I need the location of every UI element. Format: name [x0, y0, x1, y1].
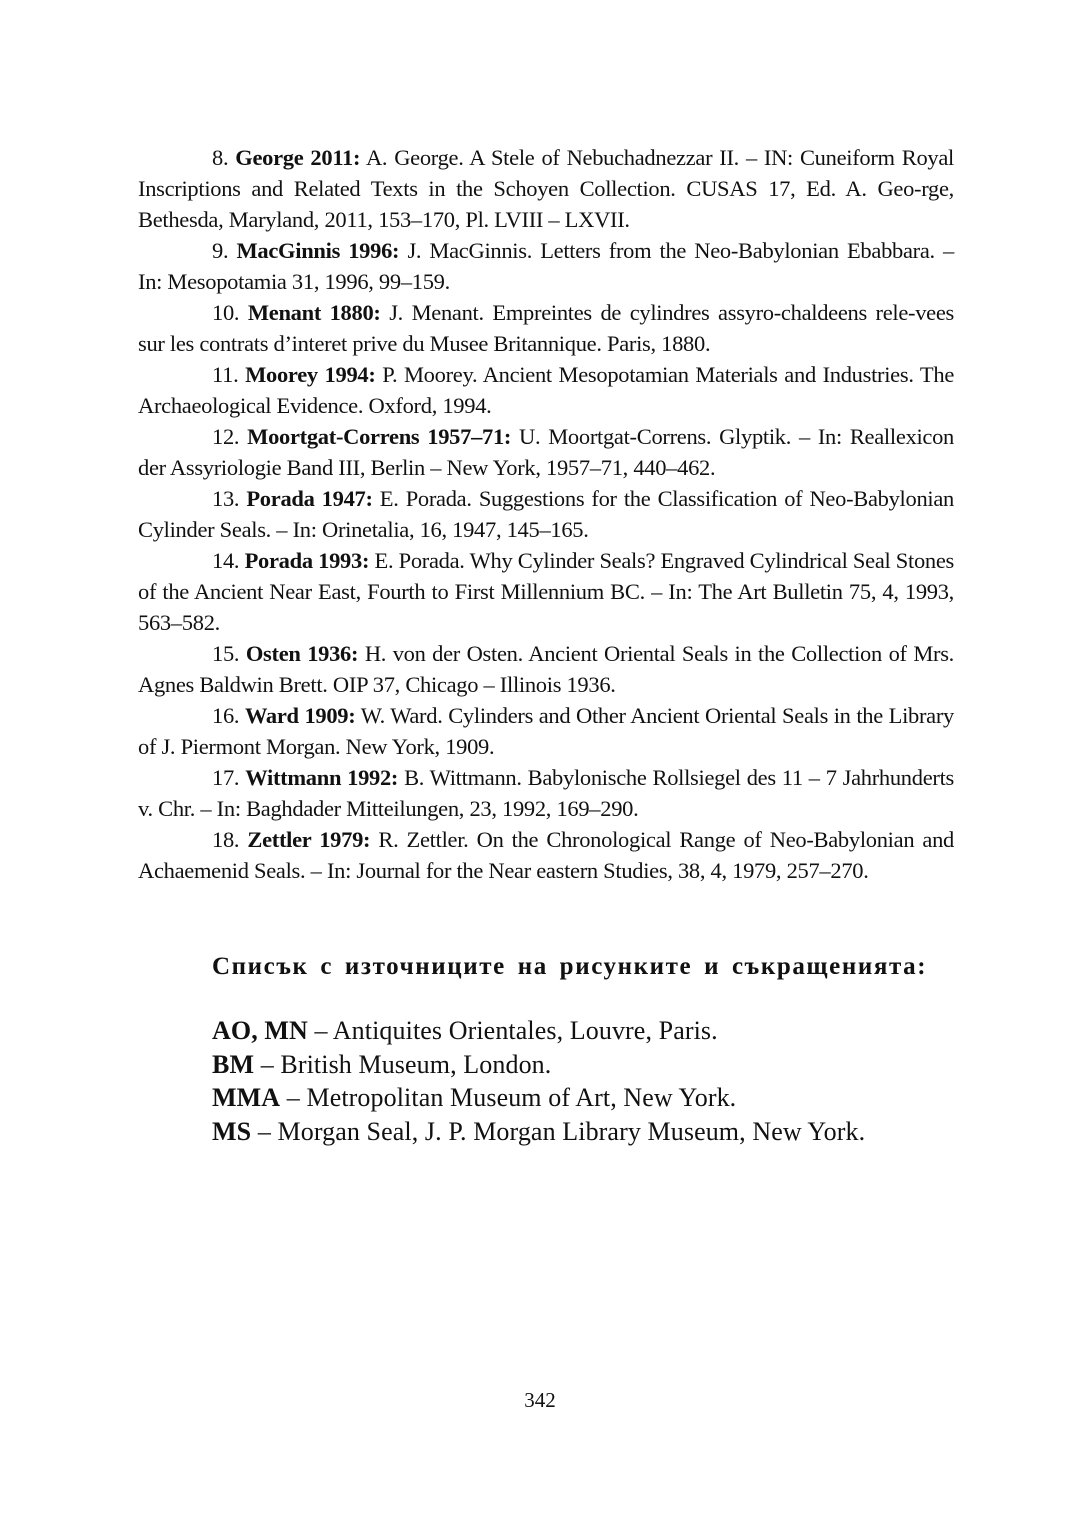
entry-text: P. Moorey. Ancient Mesopotamian Materials and Industries. The Archaeological Evidence. Oxford, 1994.: [138, 362, 955, 418]
bibliography-entry: [138, 545, 954, 638]
entry-number: 10.: [212, 300, 240, 325]
entry-text: E. Porada. Why Cylinder Seals? Engraved Cylindrical Seal Stones of the Ancient Near East, Fourth to First Millennium BC. – In: The Art Bulletin 75, 4, 1993, 563–582.: [138, 548, 955, 635]
entry-key: Ward 1909:: [244, 703, 356, 728]
entry-text: E. Porada. Suggestions for the Classification of Neo-Babylonian Cylinder Seals. – In: Orinetalia, 16, 1947, 145–165.: [138, 486, 954, 542]
entry-text: R. Zettler. On the Chronological Range of Neo-Babylonian and Achaemenid Seals. – In: Journal for the Near eastern Studies, 38, 4, 1979, 257–270.: [138, 827, 954, 883]
entry-key: Osten 1936:: [245, 641, 359, 666]
page-number: 342: [524, 1388, 556, 1412]
source-entry: [212, 1014, 1032, 1048]
source-entry: [212, 1081, 1032, 1115]
source-description: – Morgan Seal, J. P. Morgan Library Museum, New York.: [257, 1116, 866, 1146]
entry-key: Porada 1993:: [244, 548, 370, 573]
bibliography-entry: [138, 359, 954, 421]
bibliography-entry: [138, 235, 954, 297]
entry-key: Moorey 1994:: [245, 362, 376, 387]
entry-number: 15.: [212, 641, 240, 666]
entry-key: Wittmann 1992:: [245, 765, 399, 790]
bibliography-entry: [138, 824, 954, 886]
entry-key: Porada 1947:: [246, 486, 373, 511]
source-description: – British Museum, London.: [260, 1049, 552, 1079]
bibliography-entry: [138, 421, 954, 483]
source-description: – Antiquites Orientales, Louvre, Paris.: [314, 1016, 718, 1045]
bibliography-entry: [138, 142, 954, 235]
source-description: – Metropolitan Museum of Art, New York.: [286, 1083, 737, 1112]
sources-list: [212, 1014, 1032, 1148]
bibliography-list: [138, 142, 954, 886]
entry-number: 14.: [212, 548, 240, 573]
entry-key: Menant 1880:: [247, 300, 381, 325]
bibliography-entry: [138, 762, 954, 824]
entry-number: 13.: [212, 486, 240, 511]
entry-number: 9.: [212, 238, 229, 263]
bibliography-entry: [138, 638, 954, 700]
bibliography-entry: [138, 700, 954, 762]
source-entry: [212, 1048, 1032, 1082]
entry-key: Moortgat-Correns 1957–71:: [247, 424, 512, 449]
bibliography-entry: [138, 297, 954, 359]
entry-number: 18.: [212, 827, 240, 852]
source-abbreviation: MMA: [212, 1083, 281, 1112]
entry-number: 8.: [212, 145, 229, 170]
entry-key: Zettler 1979:: [247, 827, 371, 852]
entry-text: B. Wittmann. Babylonische Rollsiegel des 11 – 7 Jahrhunderts v. Chr. – In: Baghdader Mitteilungen, 23, 1992, 169–290.: [138, 765, 954, 821]
entry-number: 11.: [212, 362, 239, 387]
source-abbreviation: AO, MN: [212, 1016, 308, 1045]
source-abbreviation: MS: [212, 1116, 252, 1146]
entry-number: 16.: [212, 703, 240, 728]
entry-text: U. Moortgat-Correns. Glyptik. – In: Reallexicon der Assyriologie Band III, Berlin – New York, 1957–71, 440–462.: [138, 424, 954, 480]
entry-key: George 2011:: [235, 145, 361, 170]
source-abbreviation: BM: [212, 1049, 255, 1079]
entry-number: 12.: [212, 424, 240, 449]
entry-text: H. von der Osten. Ancient Oriental Seals in the Collection of Mrs. Agnes Baldwin Brett. OIP 37, Chicago – Illinois 1936.: [138, 641, 954, 697]
entry-text: W. Ward. Cylinders and Other Ancient Oriental Seals in the Library of J. Piermont Morgan. New York, 1909.: [138, 703, 954, 759]
entry-text: A. George. A Stele of Nebuchadnezzar II. – IN: Cuneiform Royal Inscriptions and Related Texts in the Schoyen Collection. CUSAS 17, Ed. A. Geo-rge, Bethesda, Maryland, 2011, 153–170, Pl. LVIII – LXVII.: [138, 145, 954, 232]
source-entry: [212, 1115, 1032, 1149]
entry-text: J. MacGinnis. Letters from the Neo-Babylonian Ebabbara. – In: Mesopotamia 31, 1996, 99–159.: [138, 238, 955, 294]
entry-key: MacGinnis 1996:: [236, 238, 400, 263]
bibliography-entry: [138, 483, 954, 545]
entry-text: J. Menant. Empreintes de cylindres assyro-chaldeens rele-vees sur les contrats d’interet prive du Musee Britannique. Paris, 1880.: [138, 300, 955, 356]
sources-heading: Списък с източниците на рисунките и съкращенията:: [212, 953, 928, 980]
entry-number: 17.: [212, 765, 240, 790]
